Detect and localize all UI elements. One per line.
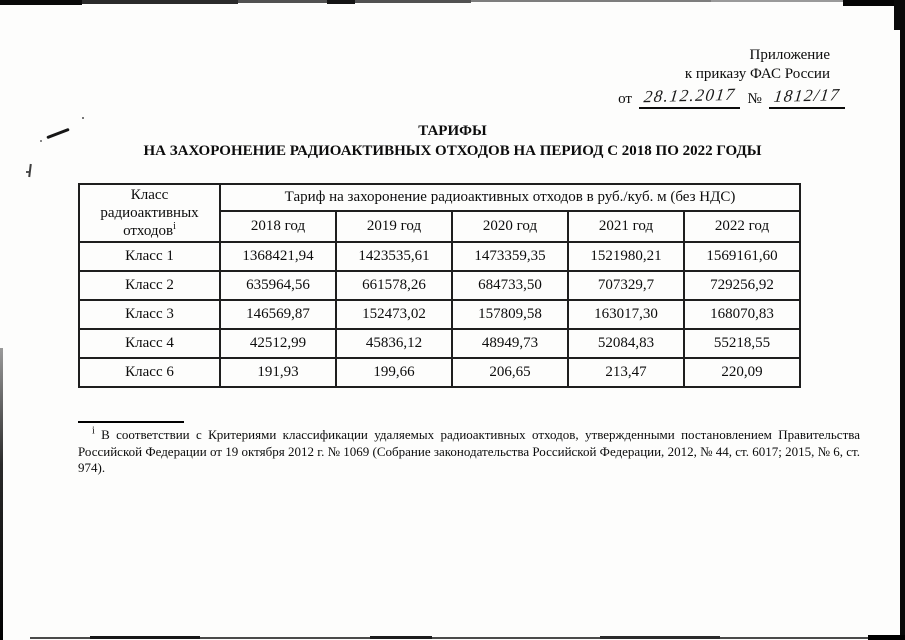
scan-artifact-top-edge — [843, 0, 905, 6]
table-row-class-3 — [79, 300, 800, 329]
tariff-cell: 213,47 — [568, 358, 684, 387]
tariff-cell: 146569,87 — [220, 300, 336, 329]
scan-speck — [26, 171, 29, 173]
table-row-class-4 — [79, 329, 800, 358]
class-cell: Класс 6 — [79, 358, 220, 387]
year-header-2020: 2020 год — [452, 211, 568, 242]
tariff-cell: 1473359,35 — [452, 242, 568, 271]
tariff-cell: 684733,50 — [452, 271, 568, 300]
date-label: от — [618, 91, 632, 107]
tariff-table-container — [78, 183, 801, 388]
document-title-line1: ТАРИФЫ — [418, 123, 487, 139]
pen-mark — [28, 164, 32, 177]
tariff-cell: 45836,12 — [336, 329, 452, 358]
tariff-cell: 1569161,60 — [684, 242, 800, 271]
table-header-row — [79, 184, 800, 211]
scan-artifact-left-edge — [0, 348, 3, 640]
year-header-2022: 2022 год — [684, 211, 800, 242]
tariff-cell: 199,66 — [336, 358, 452, 387]
scan-artifact-right-edge — [900, 0, 905, 640]
tariff-cell: 168070,83 — [684, 300, 800, 329]
tariff-cell: 163017,30 — [568, 300, 684, 329]
tariff-cell: 52084,83 — [568, 329, 684, 358]
handwritten-date-field — [639, 86, 741, 109]
handwritten-number-field — [769, 86, 845, 109]
table-row-class-2 — [79, 271, 800, 300]
scan-artifact-right-edge — [894, 0, 905, 30]
handwritten-number: 1812/17 — [772, 85, 842, 106]
scan-artifact-top-edge — [327, 0, 355, 4]
tariff-cell: 220,09 — [684, 358, 800, 387]
footnote-separator — [78, 421, 184, 423]
order-reference: к приказу ФАС России — [684, 66, 830, 82]
document-title-line2: НА ЗАХОРОНЕНИЕ РАДИОАКТИВНЫХ ОТХОДОВ НА ПЕРИОД С 2018 ПО 2022 ГОДЫ — [143, 143, 762, 159]
scan-artifact-bottom-edge — [600, 636, 720, 639]
scan-artifact-bottom-edge — [370, 636, 432, 639]
class-cell: Класс 4 — [79, 329, 220, 358]
footnote-marker-ref: i — [173, 221, 176, 232]
tariff-cell: 157809,58 — [452, 300, 568, 329]
scan-speck — [82, 117, 84, 119]
scan-artifact-top-edge — [238, 0, 471, 3]
tariff-cell: 1521980,21 — [568, 242, 684, 271]
tariff-cell: 707329,7 — [568, 271, 684, 300]
class-cell: Класс 3 — [79, 300, 220, 329]
tariff-cell: 55218,55 — [684, 329, 800, 358]
scan-artifact-top-edge — [82, 0, 238, 4]
table-row-class-1 — [79, 242, 800, 271]
date-number-line — [618, 86, 845, 109]
scan-artifact-bottom-edge — [30, 637, 905, 639]
tariff-table — [78, 183, 801, 388]
tariff-cell: 1423535,61 — [336, 242, 452, 271]
document-title — [0, 121, 905, 161]
class-cell: Класс 2 — [79, 271, 220, 300]
number-label: № — [747, 91, 762, 107]
tariff-cell: 1368421,94 — [220, 242, 336, 271]
year-header-2019: 2019 год — [336, 211, 452, 242]
tariff-cell: 48949,73 — [452, 329, 568, 358]
table-row-class-6 — [79, 358, 800, 387]
handwritten-date: 28.12.2017 — [642, 84, 737, 107]
waste-class-column-header: Класс радиоактивных отходов$^i$ — [79, 184, 220, 242]
tariff-group-header: Тариф на захоронение радиоактивных отходов в руб./куб. м (без НДС) — [220, 184, 800, 211]
class-cell: Класс 1 — [79, 242, 220, 271]
tariff-cell: 206,65 — [452, 358, 568, 387]
tariff-cell: 191,93 — [220, 358, 336, 387]
document-header — [618, 46, 842, 109]
appendix-label: Приложение — [749, 47, 830, 63]
scan-artifact-top-edge — [471, 0, 711, 2]
tariff-cell: 661578,26 — [336, 271, 452, 300]
tariff-cell: 152473,02 — [336, 300, 452, 329]
footnote-text: В соответствии с Критериями классификации удаляемых радиоактивных отходов, утвержденными постановлением Правительства Российской Федерации от 19 октября 2012 г. № 1069 (Собрание законодательства Российской Федерации, 2012, № 44, ст. 6017; 2015, № 6, ст. 974). — [78, 427, 860, 475]
scan-artifact-bottom-edge — [90, 636, 200, 639]
tariff-cell: 42512,99 — [220, 329, 336, 358]
footnote-marker: i — [92, 425, 95, 437]
tariff-cell: 635964,56 — [220, 271, 336, 300]
scan-artifact-bottom-edge — [868, 635, 905, 640]
tariff-cell: 729256,92 — [684, 271, 800, 300]
scan-artifact-top-edge — [711, 0, 843, 2]
footnote — [78, 427, 860, 477]
year-header-2018: 2018 год — [220, 211, 336, 242]
scan-artifact-top-edge — [0, 0, 82, 5]
year-header-2021: 2021 год — [568, 211, 684, 242]
